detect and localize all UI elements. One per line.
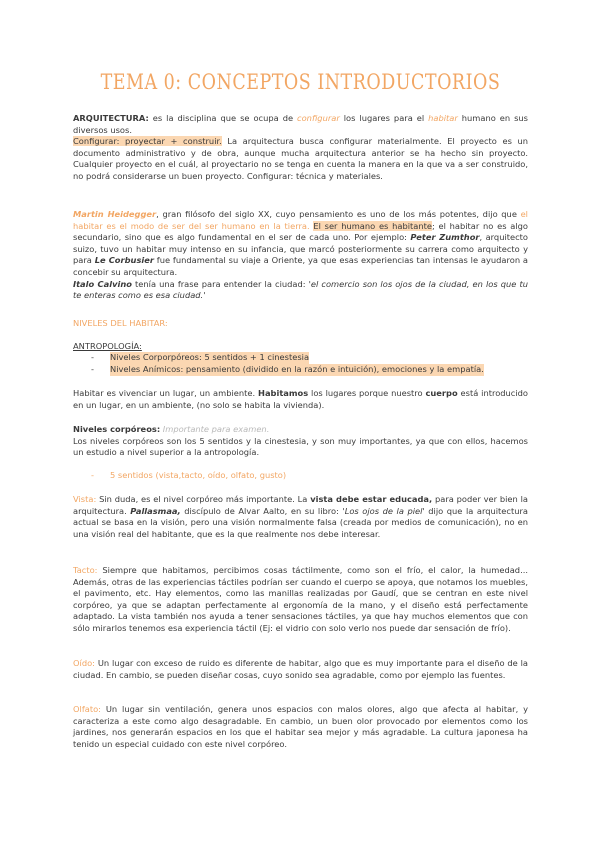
- antropologia-heading: ANTROPOLOGÍA:: [73, 341, 142, 351]
- niveles-corporeos-paragraph: [73, 424, 528, 459]
- bullet-dash: -: [91, 470, 94, 480]
- term-configurar: configurar: [297, 113, 340, 123]
- highlight-habitante: El ser humano es habitante: [313, 220, 432, 231]
- text-run: fue fundamental su viaje a Oriente, ya que esas experiencias tan intensas le ayudaron a concebir su arquitectura.: [73, 255, 529, 277]
- name-le-corbusier: Le Corbusier: [94, 255, 154, 266]
- term-cuerpo: cuerpo: [425, 388, 458, 398]
- text-run: los lugares porque nuestro: [308, 388, 426, 398]
- text-run: Los niveles corpóreos son los 5 sentidos y la cinestesia, y son muy importantes, ya que con ellos, hacemos un estudio a nivel superior a la antropología.: [73, 435, 528, 458]
- text-run: para poder ver bien la arquitectura.: [73, 494, 528, 516]
- bullet-dash: -: [91, 364, 94, 374]
- tacto-paragraph: [73, 565, 528, 635]
- text-run: está introducido en un lugar, en un ambiente, (no solo se habita la vivienda).: [73, 388, 529, 410]
- text-run: ' dijo que la arquitectura actual se basa en la visión, pero una visión normalmente falsa (creada por medios de comunicación), no en una visión real del habitante, que es la que realmente nos debe interesar.: [73, 505, 528, 539]
- text-run: Sin duda, es el nivel corpóreo más importante. La: [96, 494, 311, 504]
- text-run: Siempre que habitamos, percibimos cosas táctilmente, como son el frío, el calor, la humedad... Además, otras de las experiencias táctiles podrían ser cuando el cuerpo se apoya, que notamos los muebles, el pavimento, etc. Hay elementos, como las manillas realizadas por Gaudí, que se centran en este nivel corpóreo, ya que se adaptan perfectamente al ergonomía de la mano, y el diseño está perfectamente adaptado. La vista también nos ayuda a tener sensaciones táctiles, ya que hay muchos elementos que con sólo mirarlos tenemos esa experiencia táctil (Ej: el vidrio con solo verlo nos puede dar sensación de frío).: [73, 565, 528, 633]
- text-run: Un lugar con exceso de ruido es diferente de habitar, algo que es muy importante para el diseño de la ciudad. En cambio, se pueden diseñar cosas, cuyo sonido sea agradable, como por ejemplo las fuentes.: [73, 658, 528, 680]
- quote-calvino: el comercio son los ojos de la ciudad, en los que tu te enteras como es esa ciudad.': [73, 278, 528, 301]
- sense-label-vista: Vista:: [73, 494, 97, 504]
- term-arquitectura: ARQUITECTURA:: [73, 113, 149, 123]
- list-item-text: 5 sentidos (vista,tacto, oído, olfato, gusto): [110, 470, 287, 480]
- oido-paragraph: [73, 658, 528, 681]
- text-run: Un lugar sin ventilación, genera unos espacios con malos olores, algo que afecta al habitar, y caracteriza a este como algo desagradable. En cambio, un buen olor provocado por elementos como los jardines, nos generarán espacios en los que el habitar sea mejor y más agradable. La cultura japonesa ha tenido un especial cuidado con este nivel corpóreo.: [73, 704, 528, 749]
- exam-note: Importante para examen.: [160, 424, 270, 434]
- olfato-paragraph: [73, 704, 528, 750]
- term-habitamos: Habitamos: [258, 388, 309, 398]
- highlight-configurar: Configurar: proyectar + construir.: [73, 136, 222, 147]
- arquitectura-paragraph: [73, 113, 528, 183]
- list-item-text: Niveles Anímicos: pensamiento (dividido en la razón e intuición), emociones y la empatía.: [110, 364, 484, 374]
- sentidos-bullet: [73, 470, 528, 482]
- list-item-text: Niveles Corporpóreos: 5 sentidos + 1 cinestesia: [110, 352, 310, 362]
- text-run: discípulo de Alvar Aalto, en su libro: ': [180, 505, 345, 516]
- quote-habitar: el habitar es el modo de ser del ser humano en la tierra.: [73, 209, 528, 231]
- sense-label-oido: Oído:: [73, 658, 95, 668]
- text-run: es la disciplina que se ocupa de: [148, 113, 298, 123]
- name-zumthor: Peter Zumthor: [410, 232, 480, 243]
- term-habitar: habitar: [428, 113, 458, 123]
- text-run: , arquitecto suizo, tuvo un habitar muy intenso en su infancia, que marcó posteriormente su carrera como arquitecto y para: [73, 232, 529, 266]
- name-calvino: Italo Calvino: [73, 278, 132, 289]
- bullet-dash: -: [91, 352, 94, 362]
- text-run: Habitar es vivenciar un lugar, un ambiente.: [73, 388, 258, 398]
- page-title: TEMA 0: CONCEPTOS INTRODUCTORIOS: [100, 70, 501, 95]
- name-pallasmaa: Pallasmaa,: [130, 505, 181, 516]
- sense-label-tacto: Tacto:: [73, 565, 98, 575]
- text-run: humano en sus diversos usos.: [73, 113, 529, 135]
- book-title: Los ojos de la piel: [344, 505, 423, 516]
- list-item: [73, 364, 528, 376]
- vista-paragraph: [73, 494, 528, 540]
- habitar-paragraph: [73, 388, 528, 411]
- heidegger-paragraph: [73, 209, 528, 302]
- text-run: , gran filósofo del siglo XX, cuyo pensamiento es uno de los más potentes, dijo que: [156, 209, 521, 219]
- text-run: La arquitectura busca configurar materialmente. El proyecto es un documento administrativo y de obra, aunque mucha arquitectura anterior se ha hecho sin proyecto. Cualquier proyecto en el cuál, al proyectario no se tenga en cuenta la manera en la que va a ser construido, no podrá considerarse un buen proyecto. Configurar: técnica y materiales.: [73, 136, 528, 181]
- text-run: los lugares para el: [339, 113, 429, 123]
- name-heidegger: Martin Heidegger: [73, 209, 157, 219]
- text-run: tenía una frase para entender la ciudad: ': [131, 278, 311, 289]
- term-niveles-corporeos: Niveles corpóreos:: [73, 424, 161, 434]
- term-vista-educada: vista debe estar educada,: [310, 494, 433, 504]
- text-run: ; el habitar no es algo secundario, sino que es algo fundamental en el ser de cada uno. Por ejemplo:: [73, 220, 528, 243]
- list-item: [73, 352, 528, 364]
- sense-label-olfato: Olfato:: [73, 704, 101, 714]
- niveles-heading: NIVELES DEL HABITAR:: [73, 318, 168, 328]
